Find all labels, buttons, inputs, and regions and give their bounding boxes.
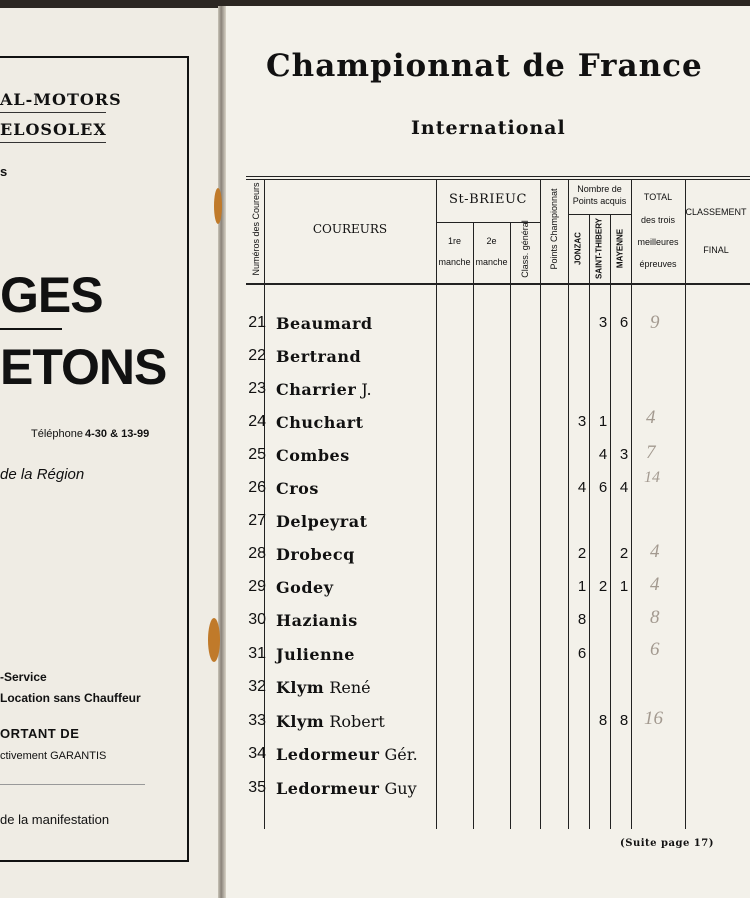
header-stbrieuc: St-BRIEUC (449, 192, 527, 207)
header-points-acquis: Points acquis (572, 196, 627, 206)
header-points-championnat: Points Championnat (549, 188, 559, 270)
header-total-2: des trois (640, 215, 675, 225)
rider-firstname: Guy (384, 779, 417, 798)
row-number: 25 (248, 446, 266, 463)
points-mayenne: 8 (619, 712, 629, 729)
rider-firstname: Robert (329, 712, 385, 731)
row-number: 22 (248, 347, 266, 364)
row-number: 28 (248, 545, 266, 562)
handwritten-total: 4 (646, 407, 656, 428)
rider-surname: Delpeyrat (276, 512, 368, 531)
rider-firstname: J. (361, 380, 372, 399)
big-headline-2: ETONS (0, 339, 167, 395)
handwritten-total: 9 (650, 312, 660, 333)
points-saint-thibery: 4 (598, 446, 608, 463)
book-spine (218, 6, 226, 898)
header-mayenne: MAYENNE (615, 228, 625, 269)
points-jonzac: 6 (577, 645, 587, 662)
left-page-frame (0, 56, 189, 862)
points-saint-thibery: 6 (598, 479, 608, 496)
rider-surname: Drobecq (276, 545, 355, 564)
points-jonzac: 8 (577, 611, 587, 628)
points-jonzac: 2 (577, 545, 587, 562)
rider-surname: Ledormeur (276, 745, 380, 764)
points-saint-thibery: 2 (598, 578, 608, 595)
row-number: 26 (248, 479, 266, 496)
points-mayenne: 1 (619, 578, 629, 595)
rider-name (276, 446, 350, 465)
rider-name (276, 413, 364, 432)
header-total: TOTAL (643, 192, 673, 202)
rider-surname: Cros (276, 479, 319, 498)
header-numeros: Numéros des Coureurs (251, 182, 261, 276)
left-page (0, 8, 218, 898)
rider-name (276, 678, 371, 697)
fragment-s: s (0, 164, 8, 179)
row-number: 35 (248, 779, 266, 796)
header-coureurs: COUREURS (312, 222, 388, 236)
page-title: Championnat de France (266, 48, 703, 84)
row-number: 27 (248, 512, 266, 529)
rider-name (276, 347, 361, 366)
rider-name (276, 779, 417, 798)
handwritten-total: 16 (644, 708, 663, 729)
rider-surname: Hazianis (276, 611, 358, 630)
points-jonzac: 4 (577, 479, 587, 496)
continued-note: (Suite page 17) (620, 838, 714, 849)
rider-name (276, 745, 418, 764)
row-number: 33 (248, 712, 266, 729)
paper-stain (208, 618, 220, 662)
header-classement: CLASSEMENT (685, 207, 747, 217)
rider-name (276, 545, 355, 564)
row-number: 21 (248, 314, 266, 331)
brand-line-2: ELOSOLEX (0, 120, 107, 139)
rider-surname: Bertrand (276, 347, 362, 366)
page-subtitle: International (411, 117, 566, 139)
rider-surname: Beaumard (276, 314, 373, 333)
rider-surname: Klym (276, 712, 325, 731)
handwritten-total: 14 (644, 469, 660, 486)
points-saint-thibery: 3 (598, 314, 608, 331)
rider-surname: Julienne (276, 645, 355, 664)
rider-surname: Charrier (276, 380, 357, 399)
points-mayenne: 2 (619, 545, 629, 562)
points-mayenne: 4 (619, 479, 629, 496)
rider-name (276, 578, 334, 597)
points-saint-thibery: 8 (598, 712, 608, 729)
rider-name (276, 712, 385, 731)
header-saint-thibery: SAINT-THIBERY (594, 217, 604, 280)
header-final: FINAL (703, 245, 729, 255)
rider-name (276, 314, 373, 333)
telephone-value: 4-30 & 13-99 (85, 428, 150, 440)
row-number: 24 (248, 413, 266, 430)
header-manche1-top: 1re (447, 236, 461, 246)
garantis-text: ctivement GARANTIS (0, 750, 107, 762)
handwritten-total: 4 (650, 541, 660, 562)
telephone-label: Téléphone (31, 428, 83, 440)
header-class-general: Class. général (520, 220, 530, 278)
rider-name (276, 645, 355, 664)
row-number: 30 (248, 611, 266, 628)
header-jonzac: JONZAC (573, 232, 583, 265)
header-manche1-bottom: manche (438, 257, 471, 267)
handwritten-total: 6 (650, 639, 660, 660)
points-saint-thibery: 1 (598, 413, 608, 430)
big-headline-1: GES (0, 267, 103, 323)
handwritten-total: 8 (650, 607, 660, 628)
rider-name (276, 380, 372, 399)
manifestation-text: de la manifestation (0, 812, 110, 827)
header-total-3: meilleures (637, 237, 679, 247)
rider-name (276, 479, 319, 498)
row-number: 29 (248, 578, 266, 595)
rider-name (276, 512, 367, 531)
row-number: 34 (248, 745, 266, 762)
rider-surname: Chuchart (276, 413, 364, 432)
points-jonzac: 1 (577, 578, 587, 595)
rider-name (276, 611, 358, 630)
row-number: 31 (248, 645, 266, 662)
points-mayenne: 6 (619, 314, 629, 331)
location-text: Location sans Chauffeur (0, 691, 141, 705)
region-text: de la Région (0, 466, 85, 483)
rider-surname: Godey (276, 578, 334, 597)
paper-stain (214, 188, 222, 224)
rider-firstname: René (329, 678, 371, 697)
points-jonzac: 3 (577, 413, 587, 430)
brand-line-1: AL-MOTORS (0, 90, 122, 109)
service-text: -Service (0, 670, 47, 684)
header-nombre: Nombre de (577, 184, 622, 194)
rider-surname: Combes (276, 446, 350, 465)
handwritten-total: 4 (650, 574, 660, 595)
handwritten-total: 7 (646, 442, 656, 463)
row-number: 23 (248, 380, 266, 397)
header-total-4: épreuves (639, 259, 677, 269)
rider-surname: Ledormeur (276, 779, 380, 798)
header-manche2-top: 2e (486, 236, 497, 246)
header-manche2-bottom: manche (475, 257, 508, 267)
important-text: ORTANT DE (0, 726, 80, 741)
points-mayenne: 3 (619, 446, 629, 463)
row-number: 32 (248, 678, 266, 695)
rider-firstname: Gér. (384, 745, 418, 764)
rider-surname: Klym (276, 678, 325, 697)
